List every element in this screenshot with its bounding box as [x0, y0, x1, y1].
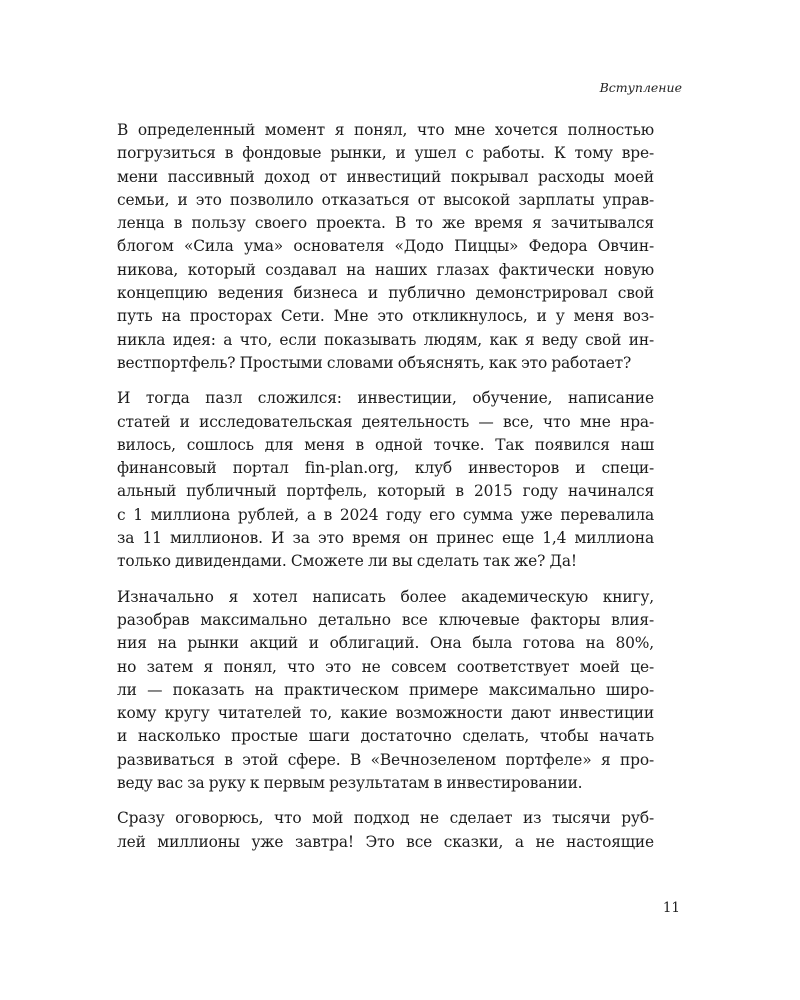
paragraph-1: [117, 119, 654, 375]
text-line: кому кругу читателей то, какие возможности дают инвестиции: [117, 704, 654, 723]
text-line: вестпортфель? Простыми словами объяснять, как это работает?: [117, 353, 632, 372]
running-header: Вступление: [599, 80, 682, 95]
text-line: В определенный момент я понял, что мне хочется полностью: [117, 121, 654, 139]
text-line: погрузиться в фондовые рынки, и ушел с работы. К тому вре-: [117, 144, 654, 163]
text-line: путь на просторах Сети. Мне это откликнулось, и у меня воз-: [117, 307, 654, 326]
text-line: никова, который создавал на наших глазах фактически новую: [117, 260, 654, 279]
text-line: альный публичный портфель, который в 2015 году начинался: [117, 482, 654, 501]
text-line: с 1 миллиона рублей, а в 2024 году его сумма уже перевалила: [117, 505, 654, 524]
text-line: за 11 миллионов. И за это время он принес еще 1,4 миллиона: [117, 529, 654, 548]
text-line: концепцию ведения бизнеса и публично демонстрировал свой: [117, 284, 654, 303]
text-line: семьи, и это позволило отказаться от высокой зарплаты управ-: [117, 190, 654, 209]
text-line: финансовый портал fin-plan.org, клуб инвесторов и специ-: [117, 459, 654, 478]
text-line: статей и исследовательская деятельность — все, что мне нра-: [117, 412, 654, 431]
text-line: ленца в пользу своего проекта. В то же время я зачитывался: [117, 214, 654, 233]
text-line: И тогда пазл сложился: инвестиции, обучение, написание: [117, 389, 654, 408]
text-line: ния на рынки акций и облигаций. Она была готова на 80%,: [117, 634, 654, 653]
text-line: никла идея: а что, если показывать людям, как я веду свой ин-: [117, 330, 654, 349]
text-line: блогом «Сила ума» основателя «Додо Пиццы» Федора Овчин-: [117, 237, 654, 256]
text-line: Сразу оговорюсь, что мой подход не сделает из тысячи руб-: [117, 809, 654, 828]
text-line: ли — показать на практическом примере максимально широ-: [117, 680, 654, 699]
page-number: 11: [662, 900, 680, 916]
text-line: веду вас за руку к первым результатам в инвестировании.: [117, 774, 583, 793]
text-line: Изначально я хотел написать более академическую книгу,: [117, 587, 654, 606]
paragraph-2: [117, 387, 654, 573]
text-line: мени пассивный доход от инвестиций покрывал расходы моей: [117, 167, 654, 186]
paragraph-3: [117, 586, 654, 796]
text-line: но затем я понял, что это не совсем соответствует моей це-: [117, 657, 654, 676]
text-line: разобрав максимально детально все ключевые факторы влия-: [117, 610, 654, 629]
text-line: вилось, сошлось для меня в одной точке. Так появился наш: [117, 435, 654, 454]
text-line: лей миллионы уже завтра! Это все сказки, а не настоящие: [117, 832, 654, 851]
paragraph-4: [117, 807, 654, 854]
text-line: развиваться в этой сфере. В «Вечнозеленом портфеле» я про-: [117, 750, 654, 769]
page-body: [117, 119, 654, 866]
text-line: и насколько простые шаги достаточно сделать, чтобы начать: [117, 727, 654, 746]
text-line: только дивидендами. Сможете ли вы сделать так же? Да!: [117, 552, 577, 571]
